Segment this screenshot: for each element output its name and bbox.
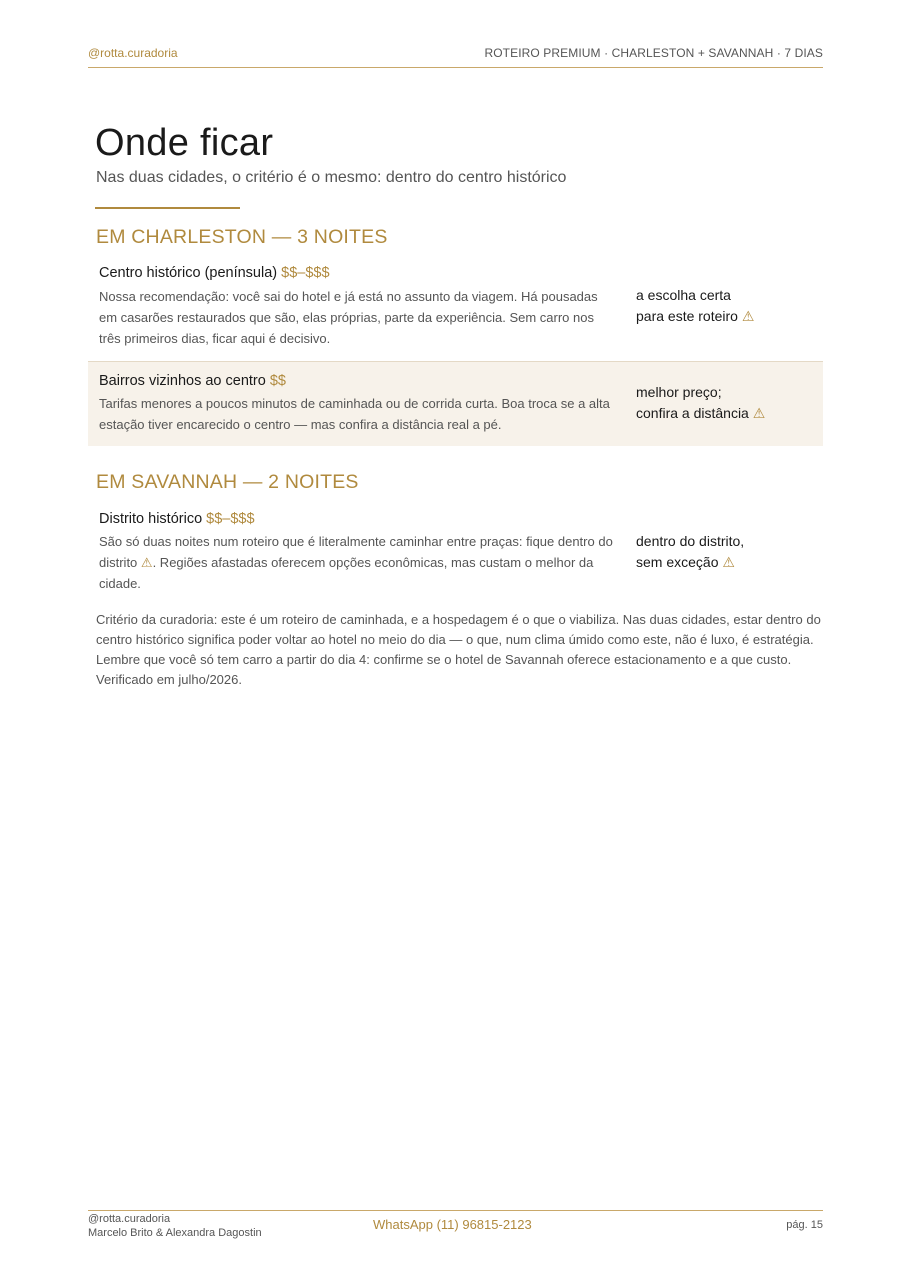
page-title: Onde ficar xyxy=(95,122,274,164)
entry-name xyxy=(99,511,255,527)
header-brand: @rotta.curadoria xyxy=(88,46,178,60)
entry-name xyxy=(99,373,286,389)
entry-note-text: para este roteiro xyxy=(636,308,738,324)
entry-note-line: a escolha certa xyxy=(636,287,731,303)
entry-note-text: confira a distância xyxy=(636,405,749,421)
entry-note xyxy=(636,531,811,573)
whatsapp-contact: WhatsApp (11) 96815-2123 xyxy=(373,1217,532,1232)
entry-description: Nossa recomendação: você sai do hotel e já está no assunto da viagem. Há pousadas em casarões restaurados que são, elas próprias, parte da experiência. Sem carro nos três primeiros dias, ficar aqui é decisivo. xyxy=(99,289,598,346)
page-number: pág. 15 xyxy=(786,1219,823,1231)
warning-icon: ⚠ xyxy=(752,405,766,421)
header-document-title: ROTEIRO PREMIUM · CHARLESTON + SAVANNAH · 7 DIAS xyxy=(484,46,823,60)
entry-description xyxy=(99,531,619,594)
entry-note-line xyxy=(636,306,811,327)
entry-name-text: Centro histórico (península) xyxy=(99,265,278,281)
accommodation-entry xyxy=(88,262,823,360)
entry-description-text: . Regiões afastadas oferecem opções econômicas, mas custam o melhor da cidade. xyxy=(99,555,594,591)
price-indicator: $$ xyxy=(269,373,286,389)
entry-note-line xyxy=(636,403,811,424)
entry-name-text: Distrito histórico xyxy=(99,511,203,527)
page-subtitle: Nas duas cidades, o critério é o mesmo: dentro do centro histórico xyxy=(96,169,567,186)
warning-icon: ⚠ xyxy=(140,555,153,570)
footer-brand: @rotta.curadoria xyxy=(88,1213,171,1225)
entry-note-line: melhor preço; xyxy=(636,384,722,400)
curation-criterion: Critério da curadoria: este é um roteiro de caminhada, e a hospedagem é o que o viabiliza. Nas duas cidades, estar dentro do centro histórico significa poder voltar ao hotel no meio do dia — o que, num clima úmido como este, não é luxo, é estratégia. Lembre que você só tem carro a partir do dia 4: confirme se o hotel de Savannah oferece estacionamento e a que custo. Verificado em julho/2026. xyxy=(96,612,821,687)
entry-description-text: São só duas noites num roteiro que é literalmente caminhar entre praças: fique dentro do distrito xyxy=(99,534,613,570)
footer-authors: Marcelo Brito & Alexandra Dagostin xyxy=(88,1227,262,1239)
entry-note xyxy=(636,382,811,424)
warning-icon: ⚠ xyxy=(741,308,755,324)
warning-icon: ⚠ xyxy=(722,554,735,570)
accommodation-entry xyxy=(88,508,823,598)
entry-note-text: sem exceção xyxy=(636,554,719,570)
page-footer xyxy=(88,1210,823,1251)
price-indicator: $$–$$$ xyxy=(281,265,330,281)
price-indicator: $$–$$$ xyxy=(206,511,255,527)
entry-description: Tarifas menores a poucos minutos de caminhada ou de corrida curta. Boa troca se a alta estação tiver encarecido o centro — mas confira a distância real a pé. xyxy=(99,396,610,432)
section-heading-savannah: EM SAVANNAH — 2 NOITES xyxy=(96,471,359,493)
title-rule xyxy=(95,207,240,209)
accommodation-entry xyxy=(88,362,823,446)
page-header xyxy=(88,46,823,68)
entry-note-line: dentro do distrito, xyxy=(636,533,745,549)
entry-note-line xyxy=(636,552,811,573)
section-heading-charleston: EM CHARLESTON — 3 NOITES xyxy=(96,226,388,248)
entry-note xyxy=(636,285,811,327)
entry-name xyxy=(99,265,330,281)
entry-name-text: Bairros vizinhos ao centro xyxy=(99,373,266,389)
